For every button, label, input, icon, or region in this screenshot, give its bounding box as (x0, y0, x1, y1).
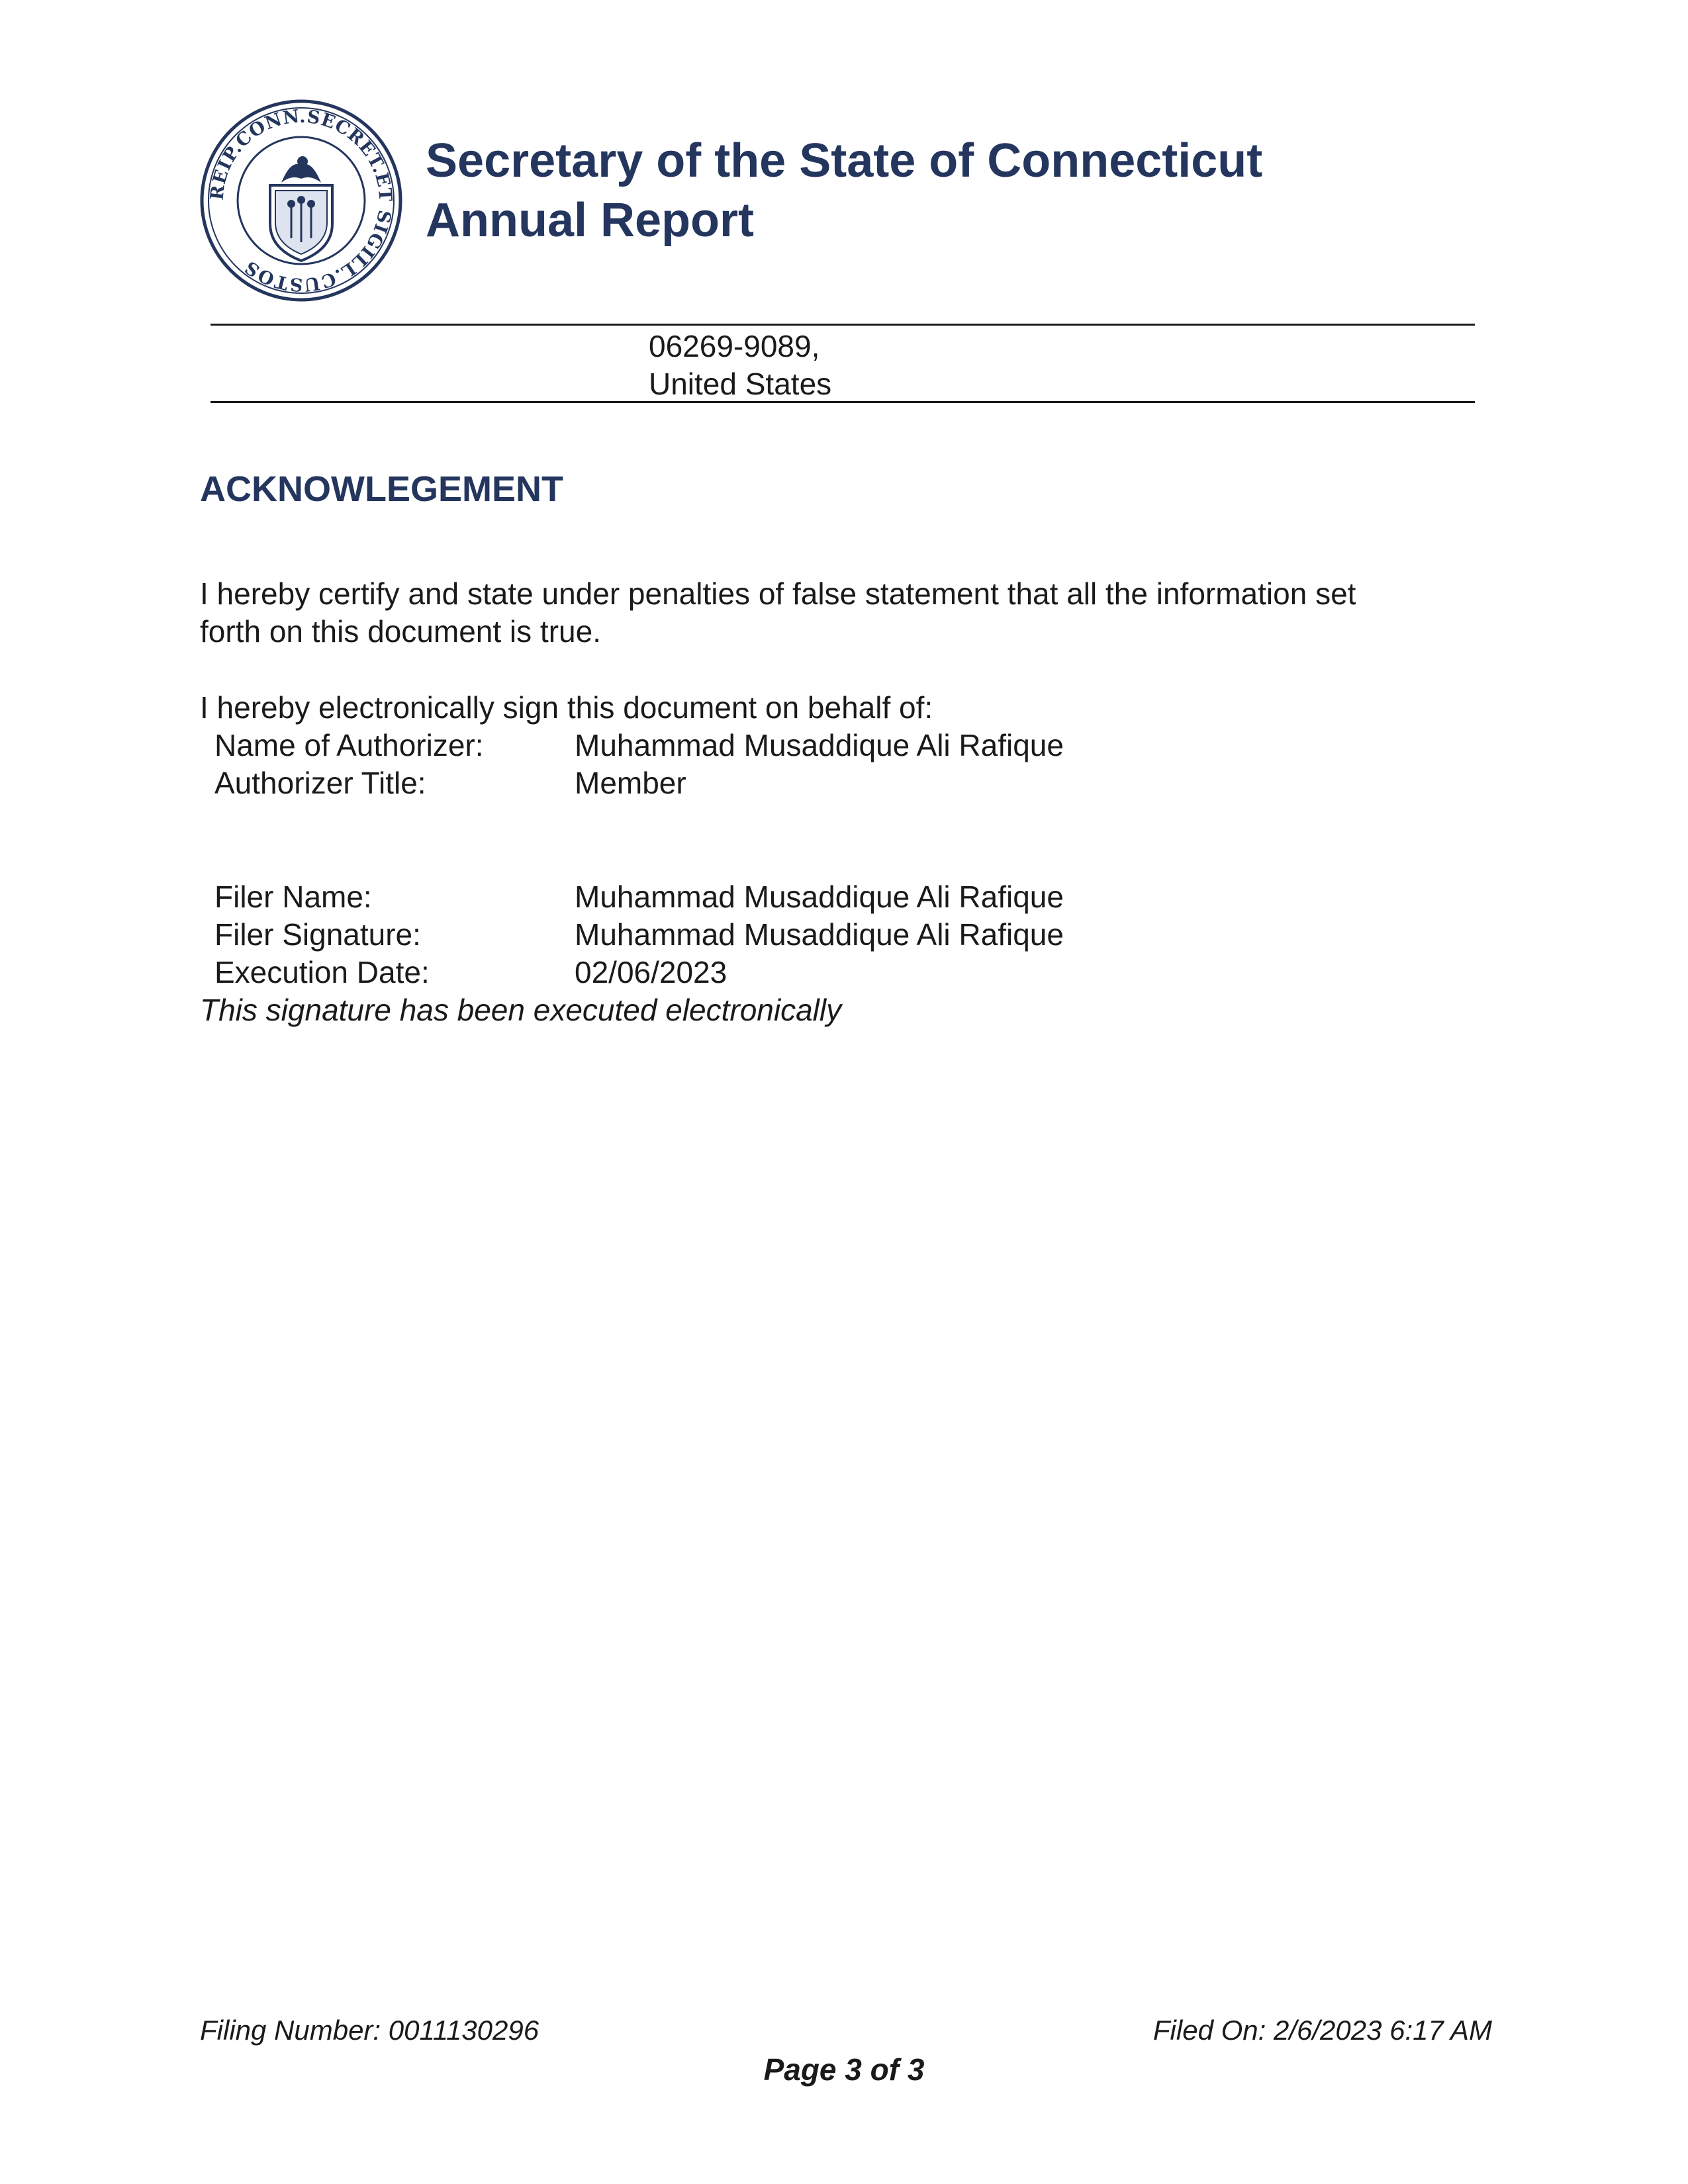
address-box-bottom-rule (211, 401, 1475, 403)
address-box-top-rule (211, 324, 1475, 326)
state-seal-logo (199, 98, 404, 303)
svg-text:REIP.CONN.SECRET.ET SIGILL.CUS: REIP.CONN.SECRET.ET SIGILL.CUSTOS (207, 106, 396, 295)
page-indicator: Page 3 of 3 (763, 2052, 925, 2087)
esign-intro-text: I hereby electronically sign this document on behalf of: (200, 690, 933, 725)
address-postal-code: 06269-9089, (649, 329, 820, 363)
execution-date-value: 02/06/2023 (575, 955, 727, 989)
electronic-signature-note: This signature has been executed electronically (200, 993, 842, 1027)
header-subtitle: Annual Report (426, 194, 754, 247)
filed-on-timestamp: Filed On: 2/6/2023 6:17 AM (1152, 2015, 1492, 2046)
address-country: United States (649, 367, 832, 401)
header-title: Secretary of the State of Connecticut (426, 134, 1263, 187)
acknowledgement-heading: ACKNOWLEGEMENT (200, 469, 563, 509)
certification-text-line-2: forth on this document is true. (200, 614, 601, 649)
filer-signature-label: Filer Signature: (214, 917, 421, 952)
filer-name-label: Filer Name: (214, 880, 372, 914)
filing-number: Filing Number: 0011130296 (200, 2015, 539, 2046)
authorizer-title-label: Authorizer Title: (214, 766, 426, 800)
authorizer-name-value: Muhammad Musaddique Ali Rafique (575, 728, 1064, 762)
authorizer-name-label: Name of Authorizer: (214, 728, 484, 762)
authorizer-title-value: Member (575, 766, 686, 800)
filer-signature-value: Muhammad Musaddique Ali Rafique (575, 917, 1064, 952)
certification-text-line-1: I hereby certify and state under penalties of false statement that all the information set (200, 576, 1356, 611)
execution-date-label: Execution Date: (214, 955, 430, 989)
filer-name-value: Muhammad Musaddique Ali Rafique (575, 880, 1064, 914)
